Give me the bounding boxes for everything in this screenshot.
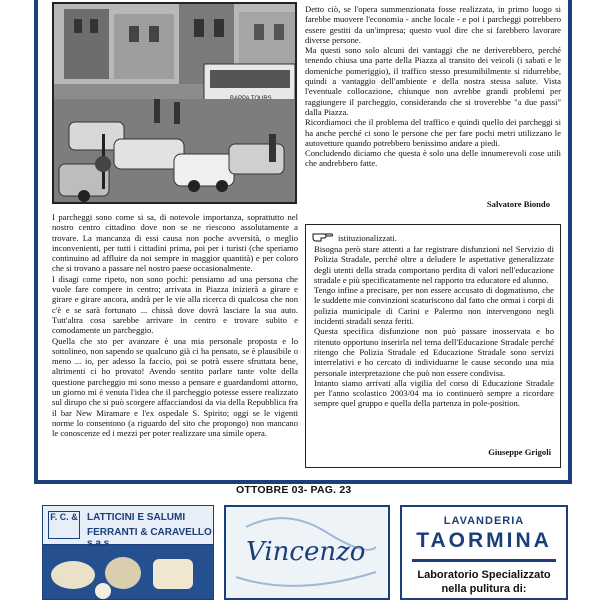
pointing-hand-icon — [312, 229, 334, 241]
boxed-article — [305, 224, 561, 468]
town-square-photo — [52, 2, 297, 204]
paragraph: I parcheggi sono come si sa, di notevole importanza, soprattutto nel nostro centro cittadino dove non se ne riescono assolutamente a trovare. La mancanza di essi causa non poche avversità, o meglio inconvenienti, per tutti i cittadini prima, poi per i turisti (che speriamo continuino ad affluire da noi sempre in maggior quantità) e per coloro che si trovano a passare nel nostro paese occasionalmente. — [52, 212, 298, 274]
divider — [412, 559, 556, 562]
signature-grigoli: Giuseppe Grigoli — [488, 447, 551, 457]
paragraph: Quella che sto per avanzare è una mia personale proposta e lo sottolineo, non sapendo se qualcuno già ci ha pensato, se è plausibile o meno ... io, per adesso la faccio, poi se potrà essere sfruttata bene, altrimenti ci ho provato! Avendo sentito parlare tante volte della questione parcheggio mi sono messo a pensare e guardandomi attorno, un giorno mi è venuta l'idea che il parcheggio potesse essere realizzato sul dirupo che si può scorgere affacciandosi da via della Repubblica fra il bar New Miramare e l'ex ospedale S. Spirito; oggi se le vigenti norme lo consentono (a riguardo del sito che propongo) non mancano le conoscenze ed i mezzi per poter realizzare una simile opera. — [52, 335, 298, 439]
ad-latticini — [42, 505, 214, 600]
ad-lavanderia-line4: nella pulitura di: — [441, 583, 527, 595]
paragraph: Concludendo diciamo che questa è solo una delle innumerevoli cose utili che andrebbero fatte. — [305, 148, 561, 169]
paragraph: Ricordiamoci che il problema del traffico e quindi quello dei parcheggi si ha anche perché ci sono le persone che per fare pochi metri utilizzano le autovetture quando potrebbero benissimo andare a piedi. — [305, 117, 561, 148]
ad-vincenzo — [224, 505, 390, 600]
dairy-products-image — [43, 545, 214, 600]
paragraph: Intanto siamo arrivati alla vigilia del corso di Educazione Stradale per l'anno scolastico 2003/04 ma io continuerò sempre a ricordare sempre quel gruppo e quella della partenza in pole-position. — [314, 377, 554, 409]
fc-logo: F. C. & — [48, 511, 80, 539]
paragraph: Tengo infine a precisare, per non essere accusato di dogmatismo, che le suddette mie convinzioni scaturiscono dal fatto che ormai i corpi di polizia municipale di Carini e Palermo non intervengono negli incidenti stradali senza feriti. — [314, 285, 554, 327]
ad-lavanderia-line3: Laboratorio Specializzato — [417, 569, 551, 581]
paragraph: Bisogna però stare attenti a far registrare disfunzioni nel Servizio di Polizia Stradale, perché oltre a deludere le aspettative generalizzate degli utenti della strada comportano perdita di valori nell'educazione stradale e più specificatamente nel rapporto tra educatore ed alunno. — [314, 244, 554, 285]
paragraph: I disagi come ripeto, non sono pochi: pensiamo ad una persona che vuole fare compere in centro; arrivata in Piazza inizierà a girare e girare e girare ancora, andrà per le vie alla ricerca di qualcosa che non c'è e se sarà fortunato ... chissà dove dovrà lasciare la sua auto. Tutt'altra cosa sarebbe arrivare in centro e trovare subito e comodamente un parcheggio. — [52, 273, 298, 336]
signature-biondo: Salvatore Biondo — [486, 199, 550, 209]
paragraph: Questa specifica disfunzione non può passare inosservata e ho ritenuto opportuno inserirla nel tema dell'Educazione Stradale perché ritengo che Polizia Stradale ed Educazione Stradale sono servizi interrelativi e ho cercato di individuarne le cause secondo una mia personale interpretazione che può non essere condivisa. — [314, 326, 554, 378]
page-footer: OTTOBRE 03- PAG. 23 — [236, 484, 352, 496]
ad-lavanderia — [400, 505, 568, 600]
ad-latticini-line1: LATTICINI E SALUMI — [87, 512, 186, 523]
boxed-article-text — [314, 244, 554, 409]
vincenzo-script: Vincenzo — [246, 537, 366, 567]
photo-illustration — [54, 4, 295, 202]
ad-latticini-line2: FERRANTI & CARAVELLO s.a.s — [87, 527, 212, 549]
paragraph: Ma questi sono solo alcuni dei vantaggi che ne deriverebbero, perché tenendo chiusa una parte della Piazza al transito dei veicoli (i sabati e le domeniche pomeriggio), il traffico stesso presumibilmente si ridurrebbe, quindi a vantaggio dell'ambiente e della nostra stessa salute. Vista l'eventuale collocazione, chiunque non avrebbe grandi problemi per raggiungere il parcheggio, considerando che si troverebbe "a due passi" dalla Piazza. — [305, 45, 561, 117]
ad-latticini-header — [43, 506, 213, 549]
boxed-first-line: istituzionalizzati. — [338, 233, 397, 243]
ad-lavanderia-name: TAORMINA — [416, 529, 552, 552]
left-article-text — [52, 212, 298, 439]
right-article-text — [305, 4, 561, 169]
ad-lavanderia-line1: LAVANDERIA — [443, 515, 525, 527]
paragraph: Detto ciò, se l'opera summenzionata fosse realizzata, in primo luogo si farebbe muovere l'economia - anche locale - e poi i parcheggi potrebbero essere gestiti da un'impresa; questo vuol dire che si farebbero lavorare diverse persone. — [305, 4, 561, 45]
